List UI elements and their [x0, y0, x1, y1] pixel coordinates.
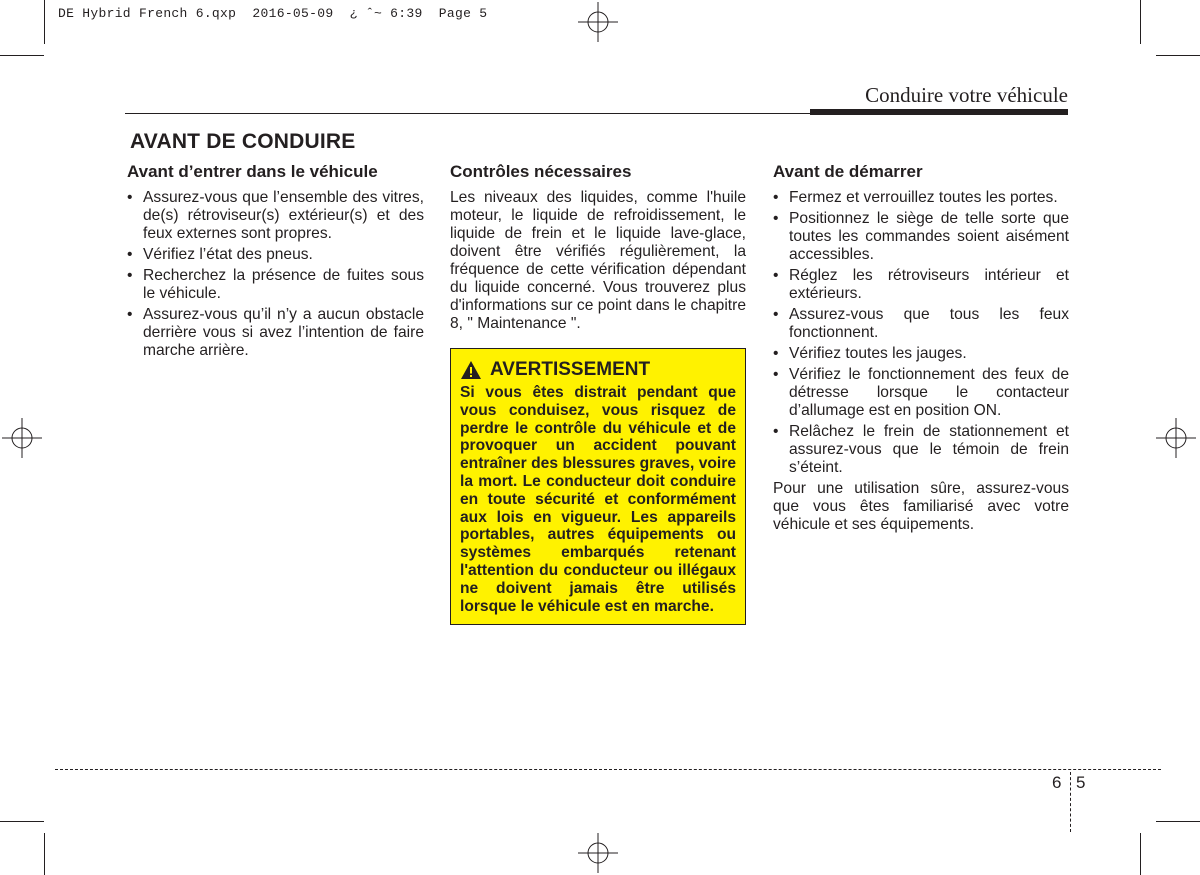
list-item: • Relâchez le frein de stationnement et assurez-vous que le témoin de frein s’éteint. — [773, 423, 1069, 477]
closing-paragraph: Pour une utilisation sûre, assurez-vous que vous êtes familiarisé avec votre véhicule et ses équipements. — [773, 480, 1069, 533]
list-item: • Fermez et verrouillez toutes les portes. — [773, 189, 1069, 207]
column-before-entering — [127, 161, 424, 363]
crop-mark-bottom-left-h — [0, 821, 44, 822]
warning-text: Si vous êtes distrait pendant que vous conduisez, vous risquez de perdre le contrôle du véhicule et de provoquer un accident pouvant entraîner des blessures graves, voire la mort. Le conducteur doit conduire en toute sécurité et conformément aux lois en vigueur. Les appareils portables, autres équipements ou systèmes embarqués retenant l'attention du conducteur ou illégaux ne doivent jamais être utilisés lorsque le véhicule est en marche. — [460, 384, 736, 615]
list-item: • Réglez les rétroviseurs intérieur et extérieurs. — [773, 267, 1069, 303]
list-item: • Assurez-vous que l’ensemble des vitres, de(s) rétroviseur(s) extérieur(s) et des feux externes sont propres. — [127, 189, 424, 243]
list-item: • Assurez-vous que tous les feux fonctionnent. — [773, 306, 1069, 342]
column-heading: Avant d’entrer dans le véhicule — [127, 162, 378, 181]
header-rule-thick — [810, 109, 1068, 115]
page-number-divider — [1070, 772, 1071, 832]
warning-triangle-icon — [460, 360, 482, 380]
crop-mark-top-left-h — [0, 55, 44, 56]
footer-rule — [55, 769, 1161, 770]
column-heading: Avant de démarrer — [773, 162, 923, 181]
list-item: • Recherchez la présence de fuites sous le véhicule. — [127, 267, 424, 303]
registration-mark-left-icon — [2, 418, 42, 458]
crop-mark-top-right-h — [1156, 55, 1200, 56]
body-paragraph: Les niveaux des liquides, comme l'huile moteur, le liquide de refroidissement, le liquide de frein et le liquide lave-glace, doivent être vérifiés régulièrement, la fréquence de cette vérification dépendant du liquide concerné. Vous trouverez plus d'informations sur ce point dans le chapitre 8, " Maintenance ". — [450, 189, 746, 332]
column-necessary-checks — [450, 161, 746, 625]
print-slug: DE Hybrid French 6.qxp 2016-05-09 ¿ ˆ~ 6:39 Page 5 — [58, 6, 488, 21]
warning-header — [460, 359, 736, 381]
list-item: • Vérifiez toutes les jauges. — [773, 345, 1069, 363]
section-title: AVANT DE CONDUIRE — [130, 130, 356, 153]
crop-mark-bottom-right-h — [1156, 821, 1200, 822]
list-item: • Vérifiez le fonctionnement des feux de détresse lorsque le contacteur d’allumage est en position ON. — [773, 366, 1069, 420]
header-rule — [125, 113, 810, 114]
crop-mark-top-left-v — [44, 0, 45, 44]
registration-mark-top-icon — [578, 2, 618, 42]
crop-mark-top-right-v — [1140, 0, 1141, 44]
registration-mark-right-icon — [1156, 418, 1196, 458]
page-number: 5 — [1076, 773, 1086, 792]
column-before-starting — [773, 161, 1069, 534]
checklist — [127, 189, 424, 360]
registration-mark-bottom-icon — [578, 833, 618, 873]
warning-title: AVERTISSEMENT — [490, 359, 651, 380]
running-head: Conduire votre véhicule — [865, 83, 1068, 107]
warning-box — [450, 348, 746, 625]
crop-mark-bottom-left-v — [44, 833, 45, 875]
list-item: • Positionnez le siège de telle sorte que toutes les commandes soient aisément accessibles. — [773, 210, 1069, 264]
crop-mark-bottom-right-v — [1140, 833, 1141, 875]
list-item: • Vérifiez l’état des pneus. — [127, 246, 424, 264]
list-item: • Assurez-vous qu’il n’y a aucun obstacle derrière vous si avez l’intention de faire marche arrière. — [127, 306, 424, 360]
column-heading: Contrôles nécessaires — [450, 162, 632, 181]
checklist — [773, 189, 1069, 477]
chapter-number: 6 — [1052, 773, 1062, 792]
